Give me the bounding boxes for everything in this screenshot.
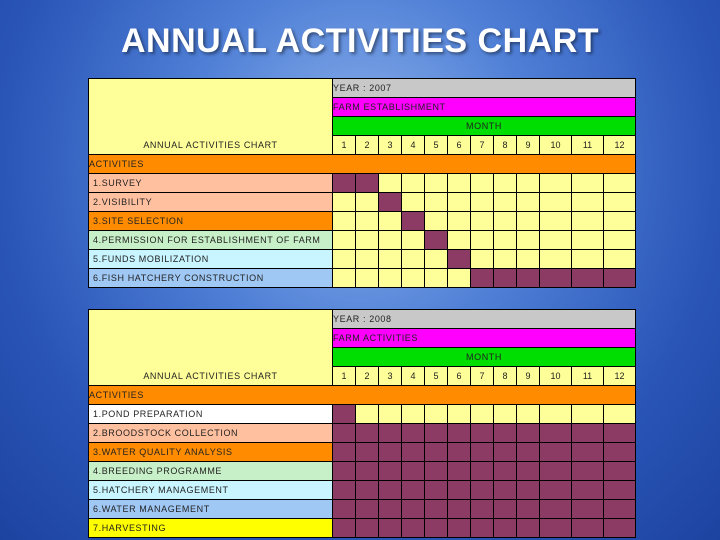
month-number: 2 xyxy=(356,367,379,386)
month-header: MONTH xyxy=(333,117,636,136)
month-number: 3 xyxy=(379,367,402,386)
empty-month-cell xyxy=(471,174,494,193)
empty-month-cell xyxy=(604,405,636,424)
empty-month-cell xyxy=(471,212,494,231)
empty-month-cell xyxy=(333,193,356,212)
section-title: FARM ESTABLISHMENT xyxy=(333,98,636,117)
scheduled-month-cell xyxy=(425,424,448,443)
scheduled-month-cell xyxy=(425,231,448,250)
activity-name: 2.BROODSTOCK COLLECTION xyxy=(89,424,333,443)
empty-month-cell xyxy=(448,269,471,288)
scheduled-month-cell xyxy=(379,193,402,212)
empty-month-cell xyxy=(425,193,448,212)
activity-row xyxy=(89,443,636,462)
scheduled-month-cell xyxy=(448,500,471,519)
empty-month-cell xyxy=(494,231,517,250)
scheduled-month-cell xyxy=(333,424,356,443)
activities-table-1 xyxy=(88,78,636,288)
empty-month-cell xyxy=(425,250,448,269)
empty-month-cell xyxy=(356,405,379,424)
empty-month-cell xyxy=(379,212,402,231)
activity-row xyxy=(89,231,636,250)
empty-month-cell xyxy=(572,174,604,193)
scheduled-month-cell xyxy=(471,500,494,519)
month-number: 12 xyxy=(604,136,636,155)
scheduled-month-cell xyxy=(425,462,448,481)
scheduled-month-cell xyxy=(379,481,402,500)
empty-month-cell xyxy=(494,212,517,231)
empty-month-cell xyxy=(379,231,402,250)
activity-row xyxy=(89,250,636,269)
empty-month-cell xyxy=(494,174,517,193)
scheduled-month-cell xyxy=(494,519,517,538)
empty-month-cell xyxy=(333,212,356,231)
scheduled-month-cell xyxy=(604,269,636,288)
empty-month-cell xyxy=(540,193,572,212)
scheduled-month-cell xyxy=(471,481,494,500)
year-label: YEAR : 2007 xyxy=(333,79,636,98)
activity-row xyxy=(89,212,636,231)
empty-month-cell xyxy=(356,231,379,250)
scheduled-month-cell xyxy=(517,481,540,500)
scheduled-month-cell xyxy=(517,424,540,443)
month-number: 6 xyxy=(448,367,471,386)
scheduled-month-cell xyxy=(494,500,517,519)
scheduled-month-cell xyxy=(572,424,604,443)
scheduled-month-cell xyxy=(448,519,471,538)
scheduled-month-cell xyxy=(379,500,402,519)
empty-month-cell xyxy=(604,231,636,250)
empty-month-cell xyxy=(494,405,517,424)
scheduled-month-cell xyxy=(572,519,604,538)
scheduled-month-cell xyxy=(471,269,494,288)
activity-name: 1.SURVEY xyxy=(89,174,333,193)
empty-month-cell xyxy=(379,250,402,269)
scheduled-month-cell xyxy=(604,519,636,538)
activity-row xyxy=(89,269,636,288)
month-number: 8 xyxy=(494,367,517,386)
scheduled-month-cell xyxy=(448,481,471,500)
scheduled-month-cell xyxy=(572,269,604,288)
scheduled-month-cell xyxy=(402,212,425,231)
empty-month-cell xyxy=(604,250,636,269)
month-number: 10 xyxy=(540,367,572,386)
month-number: 7 xyxy=(471,136,494,155)
activity-name: 3.SITE SELECTION xyxy=(89,212,333,231)
scheduled-month-cell xyxy=(333,174,356,193)
activity-name: 5.HATCHERY MANAGEMENT xyxy=(89,481,333,500)
month-number: 11 xyxy=(572,136,604,155)
scheduled-month-cell xyxy=(379,443,402,462)
scheduled-month-cell xyxy=(402,443,425,462)
empty-month-cell xyxy=(425,269,448,288)
empty-month-cell xyxy=(471,193,494,212)
scheduled-month-cell xyxy=(333,405,356,424)
activity-name: 6.FISH HATCHERY CONSTRUCTION xyxy=(89,269,333,288)
scheduled-month-cell xyxy=(402,462,425,481)
scheduled-month-cell xyxy=(494,481,517,500)
month-number: 10 xyxy=(540,136,572,155)
empty-month-cell xyxy=(448,405,471,424)
scheduled-month-cell xyxy=(471,443,494,462)
empty-month-cell xyxy=(540,231,572,250)
chart-name-label: ANNUAL ACTIVITIES CHART xyxy=(89,136,333,155)
month-number: 6 xyxy=(448,136,471,155)
scheduled-month-cell xyxy=(333,481,356,500)
empty-month-cell xyxy=(356,250,379,269)
activity-name: 3.WATER QUALITY ANALYSIS xyxy=(89,443,333,462)
empty-month-cell xyxy=(540,250,572,269)
empty-month-cell xyxy=(448,212,471,231)
empty-month-cell xyxy=(604,193,636,212)
scheduled-month-cell xyxy=(572,481,604,500)
activity-name: 5.FUNDS MOBILIZATION xyxy=(89,250,333,269)
activity-row xyxy=(89,462,636,481)
scheduled-month-cell xyxy=(494,269,517,288)
activity-row xyxy=(89,174,636,193)
empty-month-cell xyxy=(517,174,540,193)
activity-row xyxy=(89,424,636,443)
month-number: 1 xyxy=(333,367,356,386)
scheduled-month-cell xyxy=(356,174,379,193)
empty-month-cell xyxy=(517,250,540,269)
scheduled-month-cell xyxy=(379,462,402,481)
scheduled-month-cell xyxy=(402,481,425,500)
year-label: YEAR : 2008 xyxy=(333,310,636,329)
activities-table-2 xyxy=(88,309,636,538)
empty-month-cell xyxy=(517,231,540,250)
scheduled-month-cell xyxy=(517,519,540,538)
scheduled-month-cell xyxy=(604,443,636,462)
month-number: 1 xyxy=(333,136,356,155)
activity-row xyxy=(89,481,636,500)
empty-month-cell xyxy=(379,269,402,288)
scheduled-month-cell xyxy=(402,424,425,443)
scheduled-month-cell xyxy=(517,443,540,462)
empty-month-cell xyxy=(572,405,604,424)
activities-header: ACTIVITIES xyxy=(89,155,636,174)
month-number: 5 xyxy=(425,367,448,386)
empty-month-cell xyxy=(494,193,517,212)
empty-month-cell xyxy=(402,250,425,269)
empty-month-cell xyxy=(379,405,402,424)
empty-month-cell xyxy=(425,174,448,193)
scheduled-month-cell xyxy=(379,519,402,538)
activity-name: 7.HARVESTING xyxy=(89,519,333,538)
scheduled-month-cell xyxy=(517,500,540,519)
scheduled-month-cell xyxy=(540,500,572,519)
month-number: 12 xyxy=(604,367,636,386)
month-number: 8 xyxy=(494,136,517,155)
scheduled-month-cell xyxy=(356,500,379,519)
empty-month-cell xyxy=(517,193,540,212)
empty-month-cell xyxy=(425,212,448,231)
empty-month-cell xyxy=(572,212,604,231)
empty-month-cell xyxy=(333,231,356,250)
month-number: 9 xyxy=(517,367,540,386)
month-number: 11 xyxy=(572,367,604,386)
month-number: 4 xyxy=(402,367,425,386)
scheduled-month-cell xyxy=(356,443,379,462)
empty-month-cell xyxy=(540,405,572,424)
activity-name: 4.BREEDING PROGRAMME xyxy=(89,462,333,481)
month-number: 3 xyxy=(379,136,402,155)
empty-month-cell xyxy=(379,174,402,193)
chart-name-label: ANNUAL ACTIVITIES CHART xyxy=(89,367,333,386)
month-number: 4 xyxy=(402,136,425,155)
scheduled-month-cell xyxy=(604,500,636,519)
activity-row xyxy=(89,519,636,538)
empty-month-cell xyxy=(572,193,604,212)
empty-month-cell xyxy=(540,174,572,193)
scheduled-month-cell xyxy=(517,269,540,288)
scheduled-month-cell xyxy=(333,462,356,481)
scheduled-month-cell xyxy=(333,519,356,538)
empty-month-cell xyxy=(402,231,425,250)
scheduled-month-cell xyxy=(333,443,356,462)
empty-month-cell xyxy=(540,212,572,231)
scheduled-month-cell xyxy=(540,481,572,500)
empty-month-cell xyxy=(494,250,517,269)
header-blank-cell xyxy=(89,310,333,367)
scheduled-month-cell xyxy=(494,424,517,443)
scheduled-month-cell xyxy=(448,250,471,269)
scheduled-month-cell xyxy=(471,519,494,538)
scheduled-month-cell xyxy=(379,424,402,443)
empty-month-cell xyxy=(402,174,425,193)
scheduled-month-cell xyxy=(356,519,379,538)
scheduled-month-cell xyxy=(402,500,425,519)
scheduled-month-cell xyxy=(356,481,379,500)
scheduled-month-cell xyxy=(425,443,448,462)
scheduled-month-cell xyxy=(448,443,471,462)
activity-row xyxy=(89,405,636,424)
activity-row xyxy=(89,500,636,519)
scheduled-month-cell xyxy=(540,269,572,288)
empty-month-cell xyxy=(517,405,540,424)
scheduled-month-cell xyxy=(494,462,517,481)
scheduled-month-cell xyxy=(540,519,572,538)
scheduled-month-cell xyxy=(448,462,471,481)
empty-month-cell xyxy=(356,212,379,231)
scheduled-month-cell xyxy=(402,519,425,538)
empty-month-cell xyxy=(402,269,425,288)
scheduled-month-cell xyxy=(517,462,540,481)
scheduled-month-cell xyxy=(333,500,356,519)
activity-name: 4.PERMISSION FOR ESTABLISHMENT OF FARM xyxy=(89,231,333,250)
month-header: MONTH xyxy=(333,348,636,367)
scheduled-month-cell xyxy=(425,481,448,500)
month-number: 2 xyxy=(356,136,379,155)
empty-month-cell xyxy=(572,231,604,250)
scheduled-month-cell xyxy=(604,462,636,481)
scheduled-month-cell xyxy=(540,424,572,443)
activity-row xyxy=(89,193,636,212)
month-number: 5 xyxy=(425,136,448,155)
scheduled-month-cell xyxy=(572,462,604,481)
empty-month-cell xyxy=(448,174,471,193)
empty-month-cell xyxy=(356,269,379,288)
scheduled-month-cell xyxy=(540,443,572,462)
empty-month-cell xyxy=(402,405,425,424)
activity-name: 1.POND PREPARATION xyxy=(89,405,333,424)
scheduled-month-cell xyxy=(604,424,636,443)
page-title: ANNUAL ACTIVITIES CHART xyxy=(120,22,600,60)
empty-month-cell xyxy=(604,212,636,231)
month-number: 7 xyxy=(471,367,494,386)
activity-name: 6.WATER MANAGEMENT xyxy=(89,500,333,519)
header-blank-cell xyxy=(89,79,333,136)
scheduled-month-cell xyxy=(356,462,379,481)
scheduled-month-cell xyxy=(572,443,604,462)
empty-month-cell xyxy=(572,250,604,269)
scheduled-month-cell xyxy=(425,500,448,519)
empty-month-cell xyxy=(356,193,379,212)
month-number: 9 xyxy=(517,136,540,155)
empty-month-cell xyxy=(448,193,471,212)
scheduled-month-cell xyxy=(448,424,471,443)
scheduled-month-cell xyxy=(540,462,572,481)
empty-month-cell xyxy=(517,212,540,231)
empty-month-cell xyxy=(333,250,356,269)
empty-month-cell xyxy=(402,193,425,212)
scheduled-month-cell xyxy=(471,462,494,481)
empty-month-cell xyxy=(604,174,636,193)
scheduled-month-cell xyxy=(356,424,379,443)
empty-month-cell xyxy=(425,405,448,424)
scheduled-month-cell xyxy=(471,424,494,443)
empty-month-cell xyxy=(471,231,494,250)
section-title: FARM ACTIVITIES xyxy=(333,329,636,348)
empty-month-cell xyxy=(448,231,471,250)
empty-month-cell xyxy=(471,405,494,424)
empty-month-cell xyxy=(471,250,494,269)
scheduled-month-cell xyxy=(425,519,448,538)
empty-month-cell xyxy=(333,269,356,288)
activity-name: 2.VISIBILITY xyxy=(89,193,333,212)
activities-header: ACTIVITIES xyxy=(89,386,636,405)
scheduled-month-cell xyxy=(604,481,636,500)
scheduled-month-cell xyxy=(572,500,604,519)
scheduled-month-cell xyxy=(494,443,517,462)
